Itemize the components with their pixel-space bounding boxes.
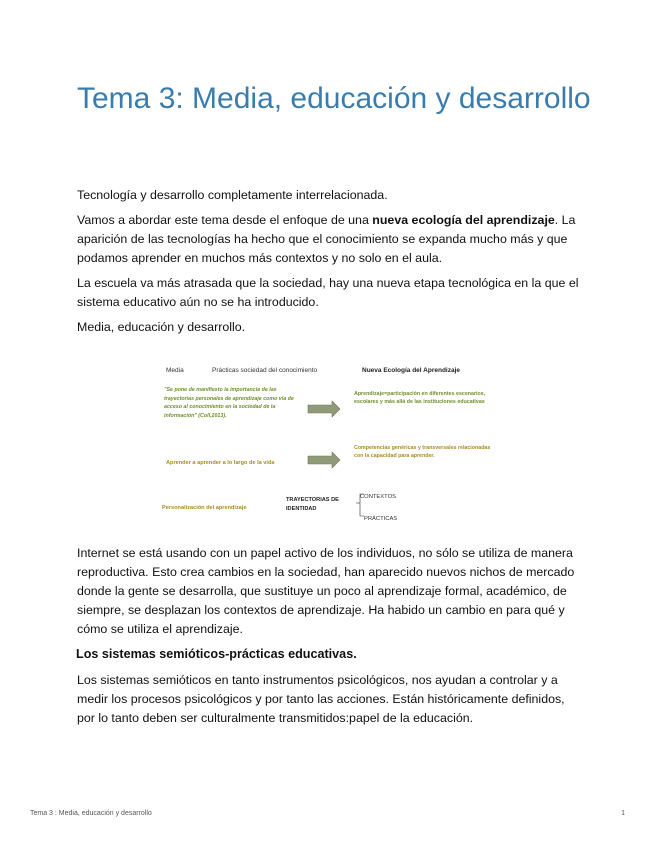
ecology-diagram-svg [160, 360, 500, 530]
footer-page-number: 1 [621, 810, 625, 817]
arrow-1 [308, 401, 340, 417]
paragraph-2 [77, 211, 582, 268]
paragraph-6: Los sistemas semióticos en tanto instrumentos psicológicos, nos ayudan a controlar y a medir los procesos psicológicos y por tanto las acciones. Están históricamente definidos, por lo tanto deben ser culturalmente transmitidos:papel de la educación. [77, 673, 565, 725]
row1-left: "Se pone de manifiesto la importancia de las trayectorias personales de aprendizaje como vía de acceso al conocimiento en la sociedad de la información" (Coll,2013). [164, 387, 294, 420]
row3-branch-contextos: CONTEXTOS [360, 494, 396, 500]
page-title: Tema 3: Media, educación y desarrollo [77, 82, 591, 115]
row3-branch-practicas: PRÁCTICAS [364, 516, 398, 522]
footer-doc-title: Tema 3 : Media, educación y desarrollo [30, 810, 152, 817]
row3-left: Personalización del aprendizaje [162, 505, 247, 511]
section-heading: Los sistemas semióticos-prácticas educativas. [76, 647, 357, 661]
ecology-diagram [160, 360, 500, 530]
paragraph-5: Internet se está usando con un papel activo de los individuos, no sólo se utiliza de manera reproductiva. Esto crea cambios en la sociedad, han aparecido nuevos nichos de mercado donde la gente se desarrolla, que sustituye un poco al aprendizaje formal, académico, de siempre, se desplazan los contextos de aprendizaje. Ha habido un cambio en para qué y cómo se utiliza el aprendizaje. [77, 546, 575, 636]
body-section [77, 544, 582, 734]
paragraph-2-text: Vamos a abordar este tema desde el enfoque de una [77, 213, 373, 227]
paragraph-2-text-end: . La aparición de las tecnologías ha hecho que el conocimiento se expanda mucho más y que podamos aprender en muchos más contextos y no solo en el aula. [77, 213, 576, 265]
header-practicas: Prácticas sociedad del conocimiento [212, 367, 318, 374]
paragraph-1: Tecnología y desarrollo completamente interrelacionada. [77, 188, 388, 202]
header-media: Media [166, 367, 184, 374]
row2-left: Aprender a aprender a lo largo de la vida [166, 460, 275, 466]
intro-section [77, 186, 582, 343]
paragraph-4: Media, educación y desarrollo. [77, 320, 246, 334]
row2-right: Competencias genéricas y transversales relacionadas con la capacidad para aprender. [354, 445, 491, 460]
header-nueva-ecologia: Nueva Ecología del Aprendizaje [362, 367, 461, 374]
arrow-2 [308, 452, 340, 468]
paragraph-3: La escuela va más atrasada que la sociedad, hay una nueva etapa tecnológica en la que el sistema educativo aún no se ha introducido. [77, 276, 579, 309]
paragraph-2-bold: nueva ecología del aprendizaje [372, 213, 555, 227]
row3-mid: TRAYECTORIAS DE IDENTIDAD [286, 497, 339, 512]
row1-right: Aprendizaje=participación en diferentes escenarios, escolares y más allá de las instituciones educativas [354, 391, 486, 406]
